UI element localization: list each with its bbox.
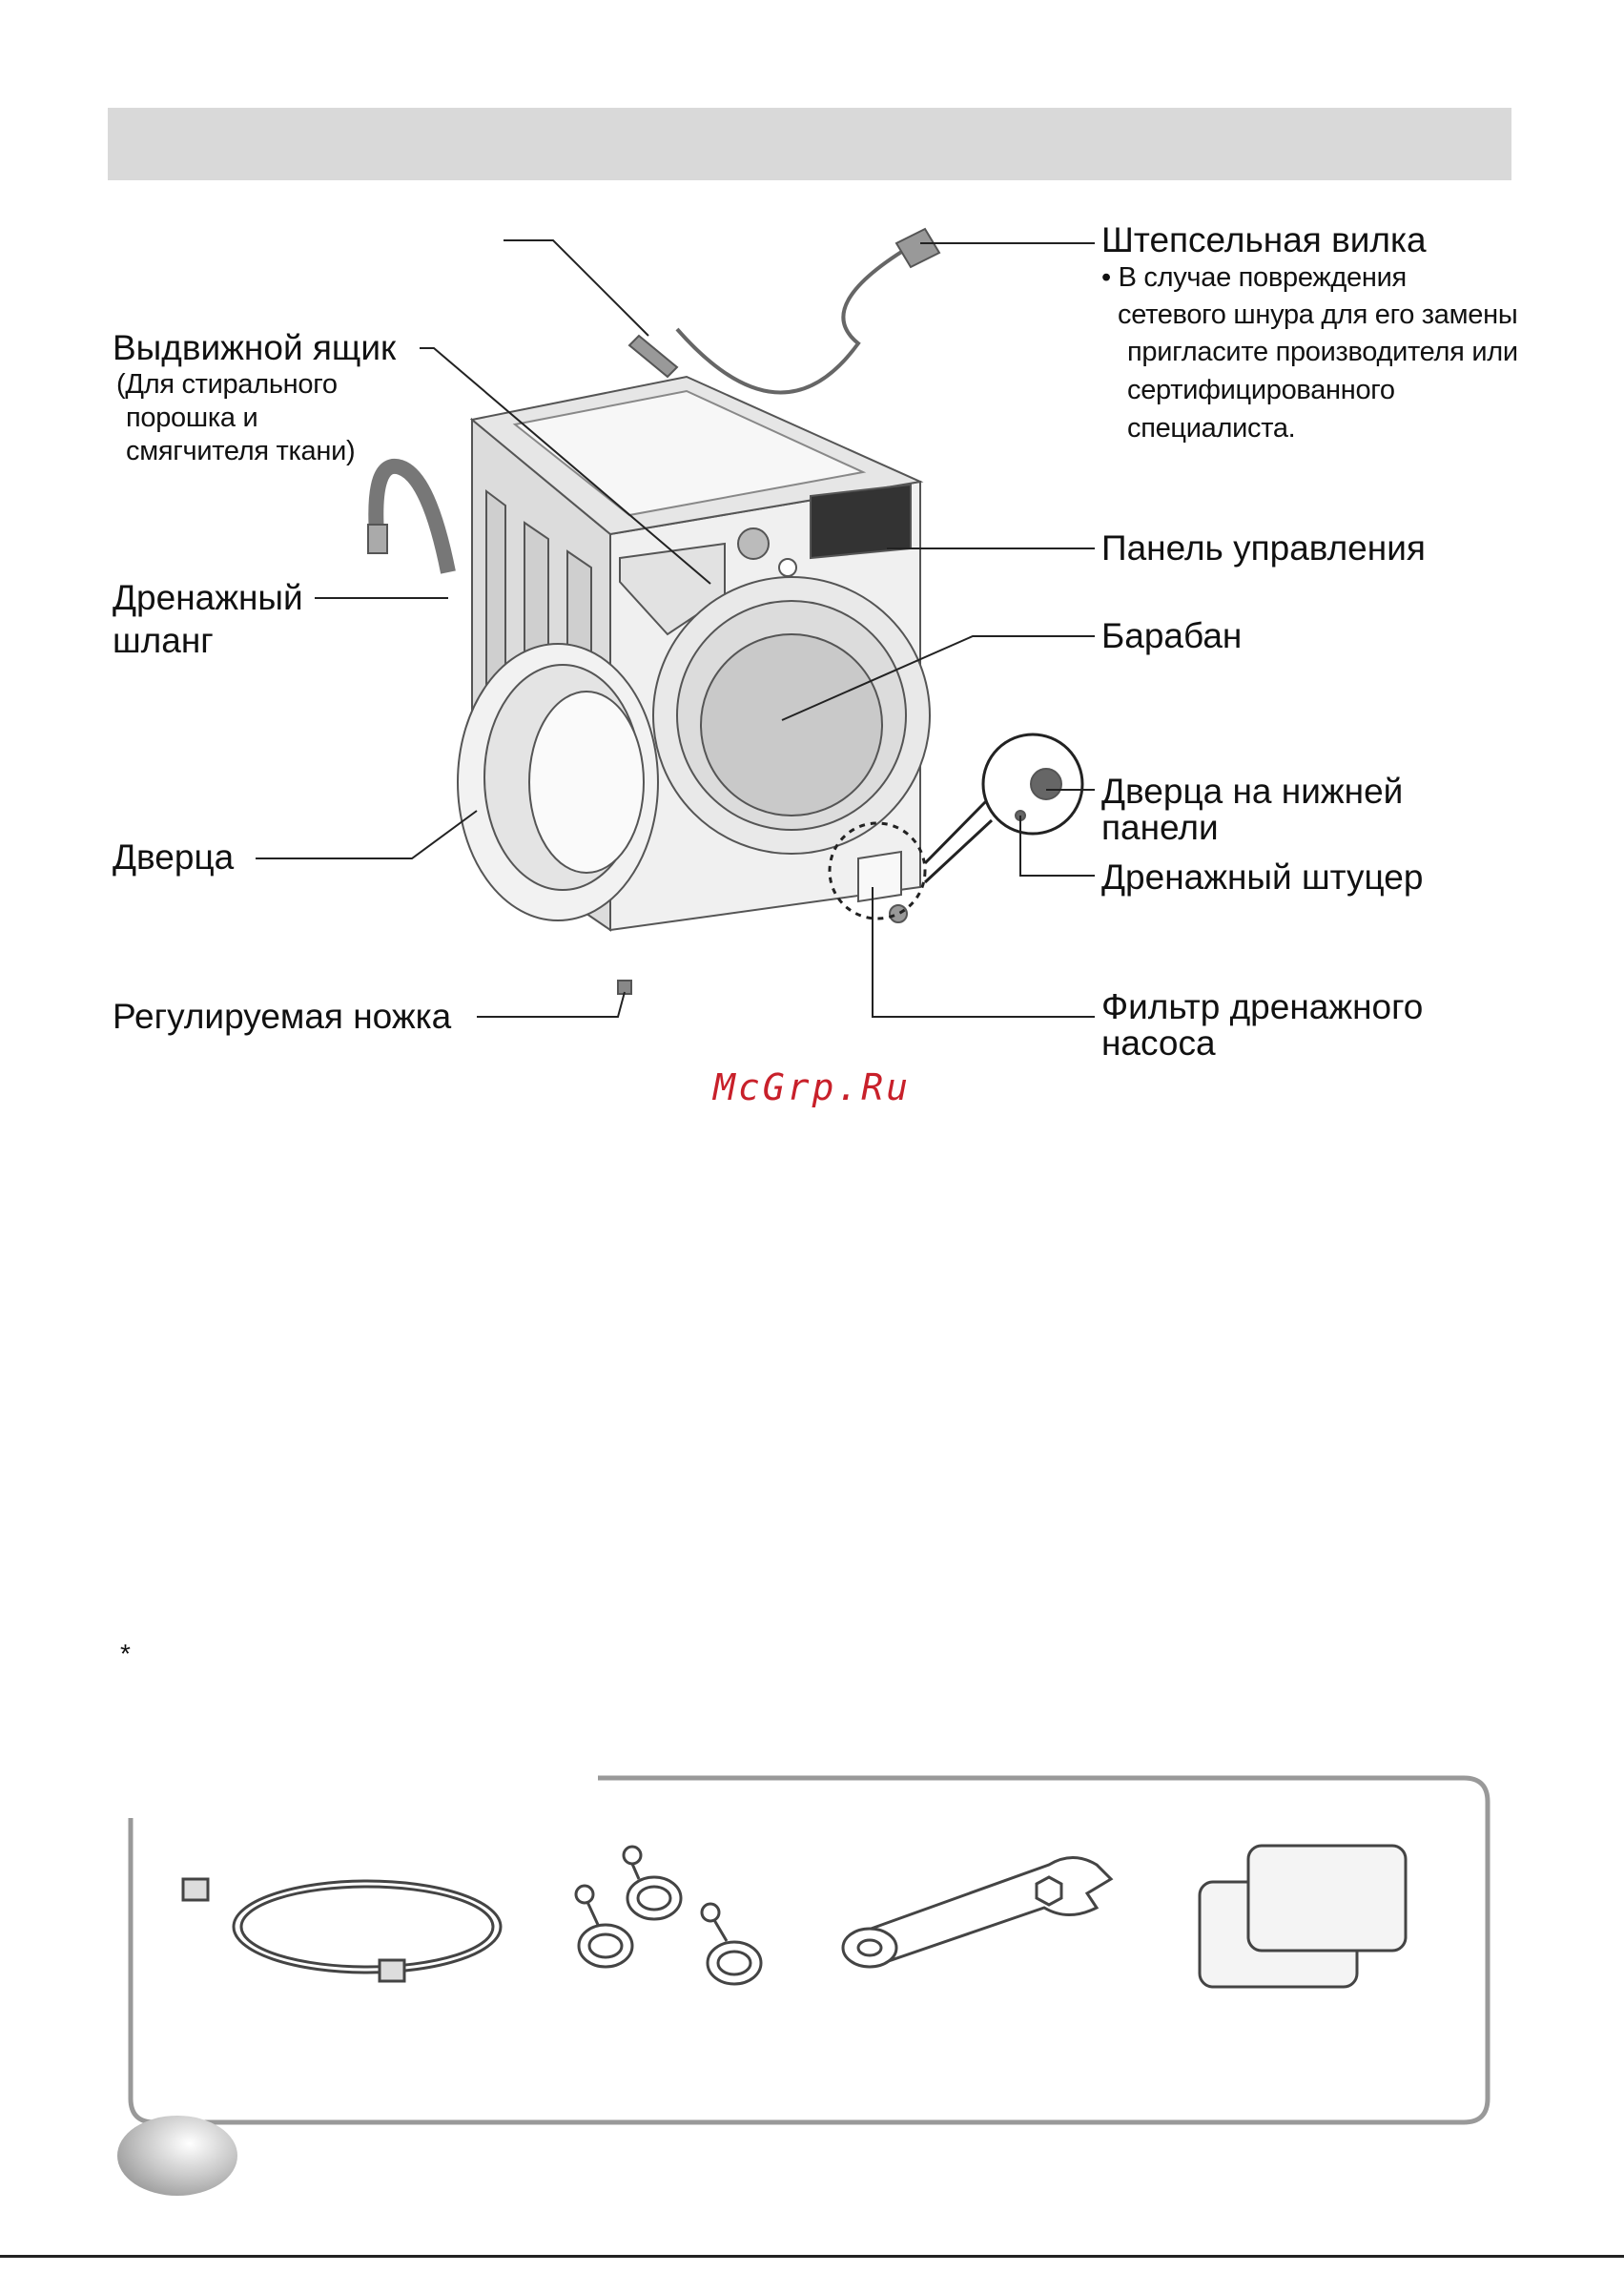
- drum-label: Барабан: [1101, 616, 1243, 655]
- page-number-badge: [117, 2116, 237, 2196]
- plug-note-1: • В случае повреждения: [1101, 262, 1407, 293]
- plug-note-5: специалиста.: [1127, 413, 1296, 444]
- pump-filter-label-1: Фильтр дренажного: [1101, 987, 1424, 1026]
- drawer-sub-1: (Для стирального: [116, 369, 338, 400]
- drawer-label: Выдвижной ящик: [113, 328, 397, 367]
- washing-machine-illustration: [368, 229, 1082, 994]
- adjustable-leg-label: Регулируемая ножка: [113, 997, 452, 1036]
- drain-hose-label-2: шланг: [113, 621, 214, 660]
- spanner-illustration: [843, 1858, 1111, 1968]
- door-label: Дверца: [113, 837, 235, 877]
- footnote-asterisk: *: [120, 1639, 131, 1668]
- pump-filter-label-2: насоса: [1101, 1023, 1216, 1063]
- bolt-caps-illustration: [576, 1847, 761, 1984]
- power-plug-label: Штепсельная вилка: [1101, 220, 1427, 259]
- footer-rule: [0, 2255, 1624, 2258]
- lower-door-label-1: Дверца на нижней: [1101, 772, 1404, 811]
- drain-hose-label-1: Дренажный: [113, 578, 303, 617]
- inlet-hose-illustration: [183, 1879, 501, 1981]
- watermark: McGrp.Ru: [712, 1066, 912, 1108]
- drain-nozzle-label: Дренажный штуцер: [1101, 858, 1424, 897]
- plug-note-3: пригласите производителя или: [1127, 337, 1518, 367]
- plug-note-2: сетевого шнура для его замены: [1118, 300, 1518, 330]
- drawer-sub-3: смягчителя ткани): [126, 436, 356, 466]
- drawer-sub-2: порошка и: [126, 403, 258, 433]
- lower-door-label-2: панели: [1101, 808, 1219, 847]
- control-panel-label: Панель управления: [1101, 528, 1426, 568]
- plug-note-4: сертифицированного: [1127, 375, 1395, 405]
- anti-slip-pads-illustration: [1200, 1846, 1406, 1987]
